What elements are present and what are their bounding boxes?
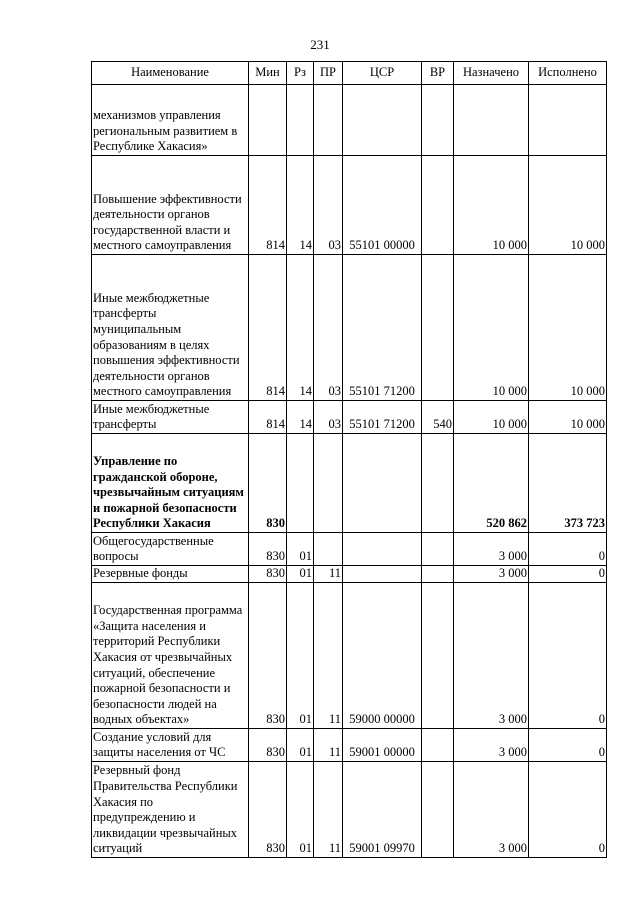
cell-csr bbox=[343, 85, 422, 156]
table-row bbox=[92, 401, 607, 434]
cell-min: 830 bbox=[249, 729, 287, 762]
cell-name: Иные межбюджетные трансферты bbox=[92, 401, 249, 434]
cell-name: Иные межбюджетные трансферты муниципальным образованиям в целях повышения эффективности деятельности органов местного самоуправления bbox=[92, 255, 249, 401]
cell-assigned: 3 000 bbox=[454, 762, 529, 858]
cell-rz: 14 bbox=[287, 255, 314, 401]
cell-pr: 11 bbox=[314, 762, 343, 858]
budget-table bbox=[91, 61, 607, 858]
cell-executed: 0 bbox=[529, 583, 607, 729]
cell-pr bbox=[314, 434, 343, 533]
cell-name: Создание условий для защиты населения от ЧС bbox=[92, 729, 249, 762]
cell-pr bbox=[314, 533, 343, 566]
cell-csr: 59001 00000 bbox=[343, 729, 422, 762]
cell-executed: 0 bbox=[529, 566, 607, 583]
cell-pr: 03 bbox=[314, 401, 343, 434]
header-vr: ВР bbox=[422, 62, 454, 85]
cell-assigned: 10 000 bbox=[454, 255, 529, 401]
cell-name: Резервные фонды bbox=[92, 566, 249, 583]
cell-executed: 0 bbox=[529, 533, 607, 566]
header-name: Наименование bbox=[92, 62, 249, 85]
cell-pr: 11 bbox=[314, 729, 343, 762]
cell-rz: 01 bbox=[287, 583, 314, 729]
header-executed: Исполнено bbox=[529, 62, 607, 85]
cell-min: 830 bbox=[249, 434, 287, 533]
cell-min: 814 bbox=[249, 156, 287, 255]
cell-vr bbox=[422, 566, 454, 583]
cell-rz: 14 bbox=[287, 401, 314, 434]
cell-vr bbox=[422, 255, 454, 401]
cell-rz: 01 bbox=[287, 566, 314, 583]
cell-vr bbox=[422, 729, 454, 762]
table-header-row bbox=[92, 62, 607, 85]
cell-csr bbox=[343, 434, 422, 533]
cell-executed: 10 000 bbox=[529, 156, 607, 255]
cell-rz bbox=[287, 85, 314, 156]
cell-assigned: 10 000 bbox=[454, 156, 529, 255]
cell-rz: 14 bbox=[287, 156, 314, 255]
cell-csr: 55101 71200 bbox=[343, 401, 422, 434]
cell-assigned: 3 000 bbox=[454, 566, 529, 583]
table-row bbox=[92, 156, 607, 255]
cell-executed bbox=[529, 85, 607, 156]
cell-rz: 01 bbox=[287, 762, 314, 858]
cell-csr bbox=[343, 566, 422, 583]
cell-rz: 01 bbox=[287, 729, 314, 762]
cell-min: 814 bbox=[249, 401, 287, 434]
cell-min: 830 bbox=[249, 533, 287, 566]
cell-assigned: 3 000 bbox=[454, 729, 529, 762]
cell-assigned: 520 862 bbox=[454, 434, 529, 533]
cell-name: Управление по гражданской обороне, чрезвычайным ситуациям и пожарной безопасности Республики Хакасия bbox=[92, 434, 249, 533]
cell-rz: 01 bbox=[287, 533, 314, 566]
header-min: Мин bbox=[249, 62, 287, 85]
cell-executed: 0 bbox=[529, 762, 607, 858]
cell-rz bbox=[287, 434, 314, 533]
cell-csr: 55101 00000 bbox=[343, 156, 422, 255]
cell-executed: 373 723 bbox=[529, 434, 607, 533]
cell-vr bbox=[422, 533, 454, 566]
cell-vr bbox=[422, 762, 454, 858]
cell-min: 830 bbox=[249, 566, 287, 583]
cell-csr: 59001 09970 bbox=[343, 762, 422, 858]
cell-pr: 03 bbox=[314, 156, 343, 255]
table-row bbox=[92, 762, 607, 858]
cell-vr bbox=[422, 156, 454, 255]
cell-name: Государственная программа «Защита населения и территорий Республики Хакасия от чрезвычайных ситуаций, обеспечение пожарной безопасности и безопасности людей на водных объектах» bbox=[92, 583, 249, 729]
header-pr: ПР bbox=[314, 62, 343, 85]
header-rz: Рз bbox=[287, 62, 314, 85]
cell-executed: 0 bbox=[529, 729, 607, 762]
cell-min: 814 bbox=[249, 255, 287, 401]
cell-assigned bbox=[454, 85, 529, 156]
cell-name: Резервный фонд Правительства Республики Хакасия по предупреждению и ликвидации чрезвычайных ситуаций bbox=[92, 762, 249, 858]
table-row bbox=[92, 729, 607, 762]
cell-name: механизмов управления региональным развитием в Республике Хакасия» bbox=[92, 85, 249, 156]
cell-pr: 03 bbox=[314, 255, 343, 401]
cell-csr bbox=[343, 533, 422, 566]
header-assigned: Назначено bbox=[454, 62, 529, 85]
header-csr: ЦСР bbox=[343, 62, 422, 85]
cell-pr: 11 bbox=[314, 583, 343, 729]
cell-csr: 55101 71200 bbox=[343, 255, 422, 401]
cell-assigned: 3 000 bbox=[454, 583, 529, 729]
cell-executed: 10 000 bbox=[529, 255, 607, 401]
cell-name: Общегосударственные вопросы bbox=[92, 533, 249, 566]
table-row bbox=[92, 583, 607, 729]
cell-csr: 59000 00000 bbox=[343, 583, 422, 729]
cell-min: 830 bbox=[249, 762, 287, 858]
table-row bbox=[92, 434, 607, 533]
cell-vr bbox=[422, 434, 454, 533]
cell-min bbox=[249, 85, 287, 156]
page-number: 231 bbox=[310, 37, 330, 52]
cell-pr: 11 bbox=[314, 566, 343, 583]
table-row bbox=[92, 255, 607, 401]
cell-vr bbox=[422, 85, 454, 156]
cell-assigned: 3 000 bbox=[454, 533, 529, 566]
table-row bbox=[92, 533, 607, 566]
cell-executed: 10 000 bbox=[529, 401, 607, 434]
cell-vr: 540 bbox=[422, 401, 454, 434]
cell-name: Повышение эффективности деятельности органов государственной власти и местного самоуправления bbox=[92, 156, 249, 255]
table-row bbox=[92, 566, 607, 583]
cell-min: 830 bbox=[249, 583, 287, 729]
table-row bbox=[92, 85, 607, 156]
cell-pr bbox=[314, 85, 343, 156]
cell-vr bbox=[422, 583, 454, 729]
cell-assigned: 10 000 bbox=[454, 401, 529, 434]
